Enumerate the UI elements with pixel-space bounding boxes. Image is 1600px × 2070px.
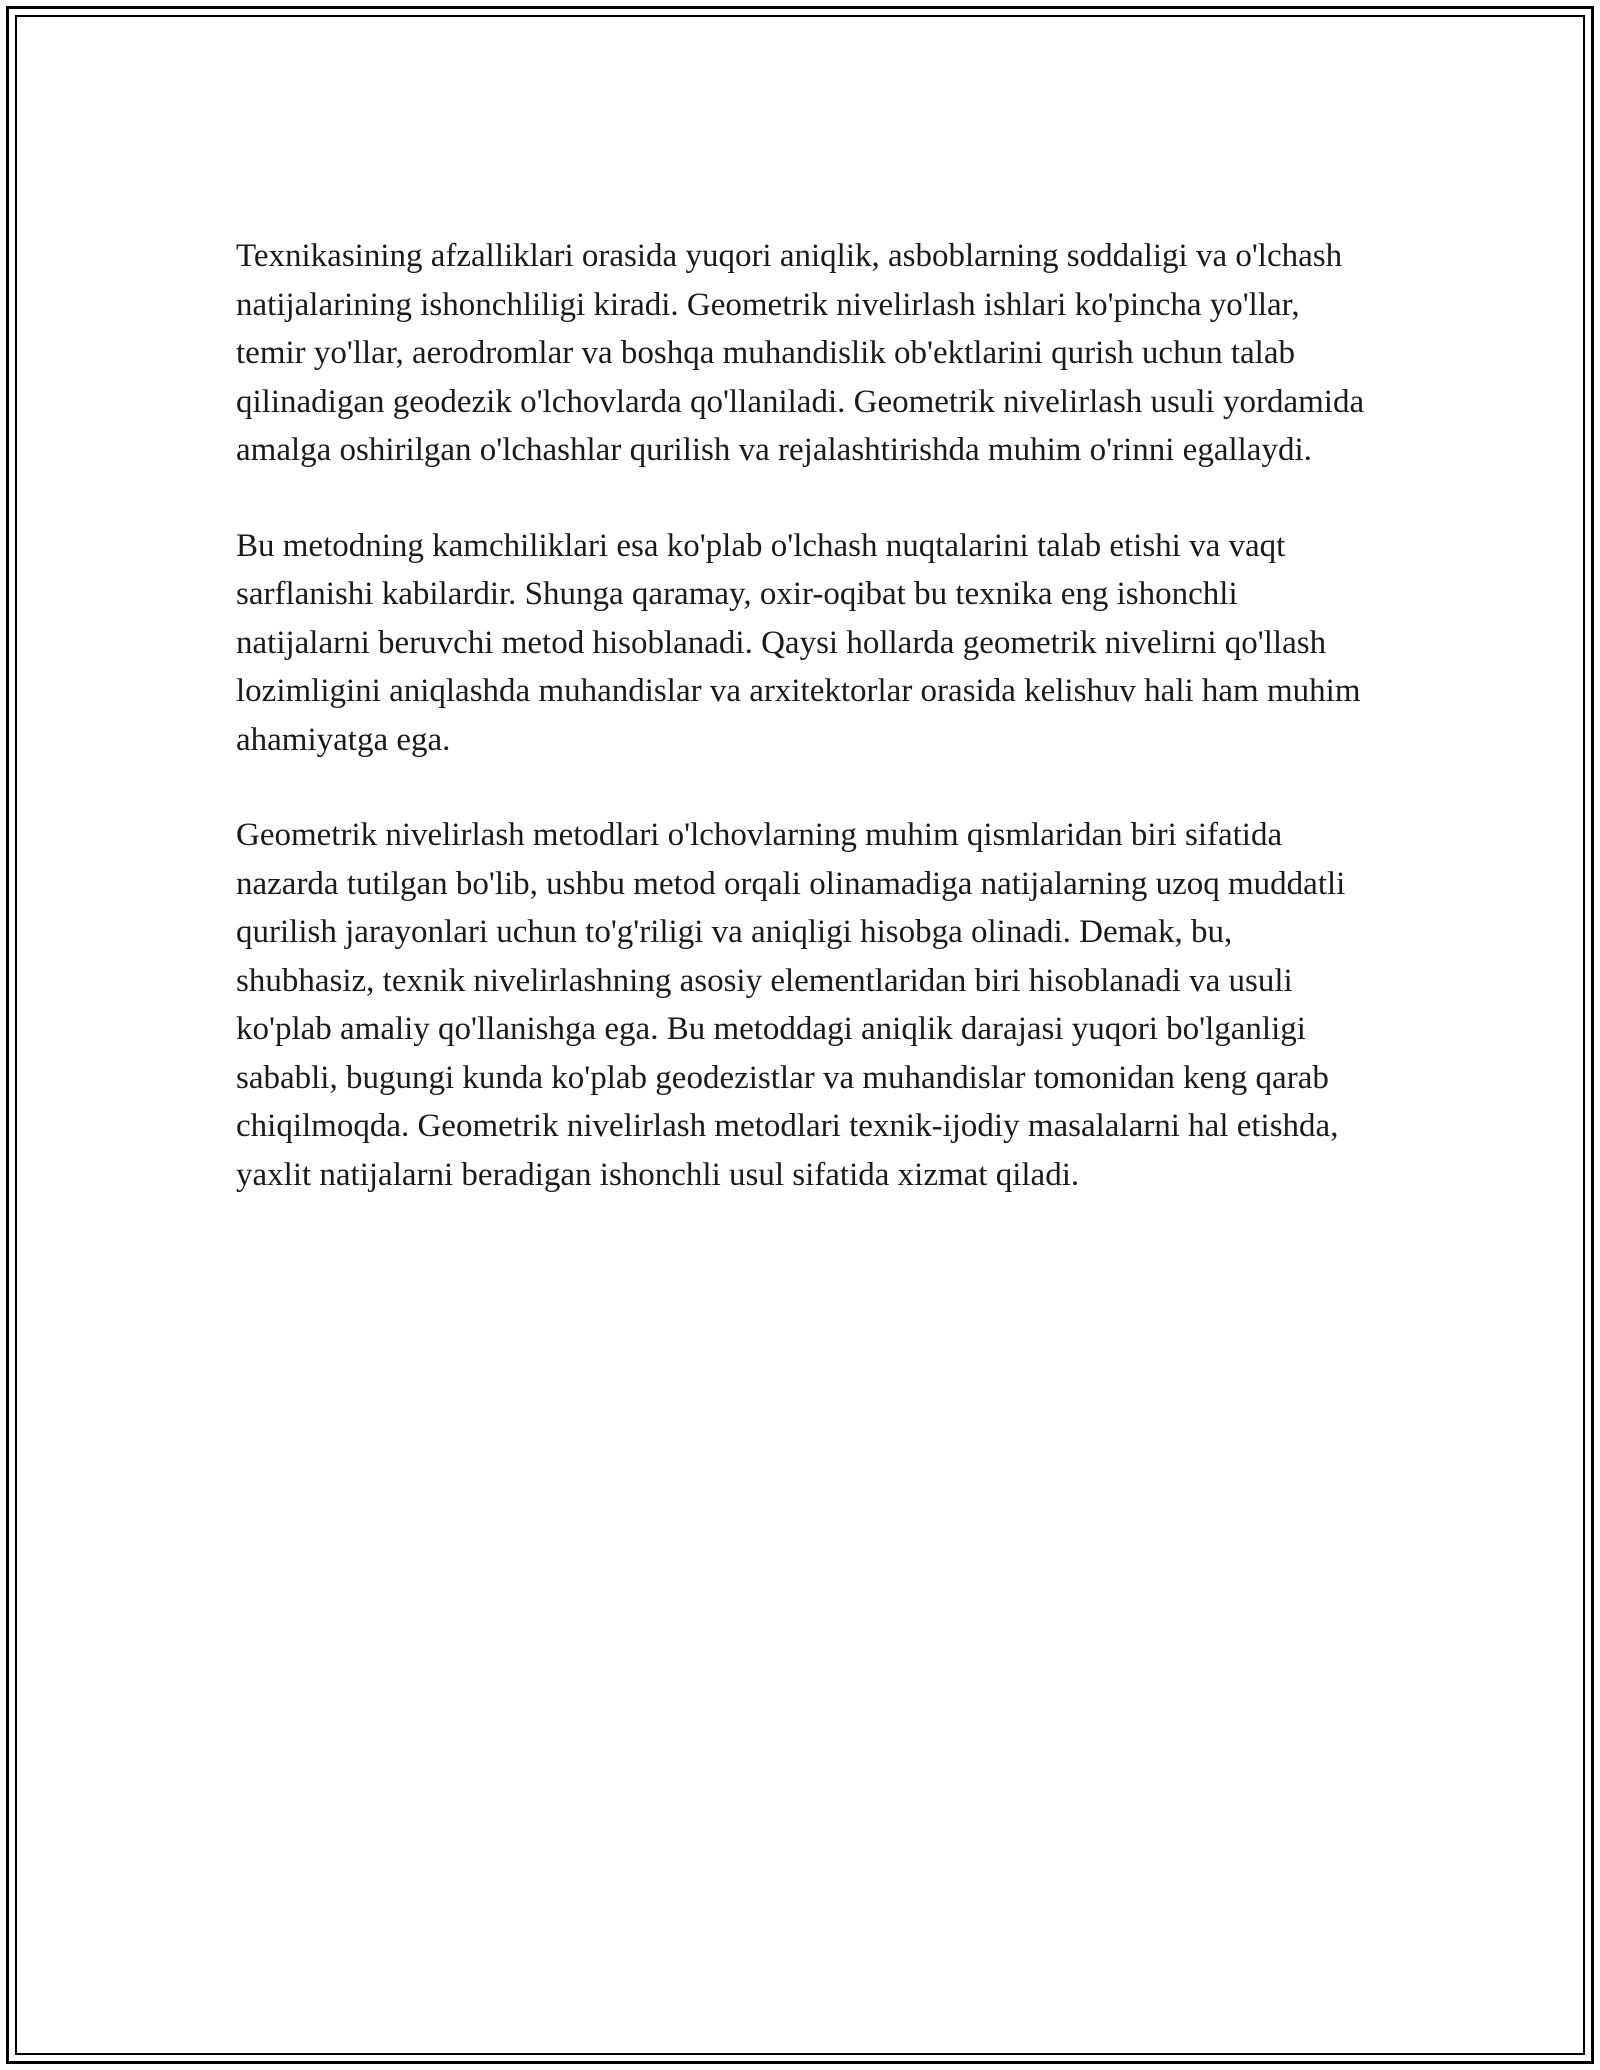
paragraph-2: Bu metodning kamchiliklari esa ko'plab o'lchash nuqtalarini talab etishi va vaqt sarflanishi kabilardir. Shunga qaramay, oxir-oqibat bu texnika eng ishonchli natijalarni beruvchi metod hisoblanadi. Qaysi hollarda geometrik nivelirni qo'llash lozimligini aniqlashda muhandislar va arxitektorlar orasida kelishuv hali ham muhim ahamiyatga ega. [236,527,1361,758]
document-body [236,232,1376,1246]
paragraph-1: Texnikasining afzalliklari orasida yuqori aniqlik, asboblarning soddaligi va o'lchash natijalarining ishonchliligi kiradi. Geometrik nivelirlash ishlari ko'pincha yo'llar, temir yo'llar, aerodromlar va boshqa muhandislik ob'ektlarini qurish uchun talab qilinadigan geodezik o'lchovlarda qo'llaniladi. Geometrik nivelirlash usuli yordamida amalga oshirilgan o'lchashlar qurilish va rejalashtirishda muhim o'rinni egallaydi. [236,238,1365,468]
paragraph-3: Geometrik nivelirlash metodlari o'lchovlarning muhim qismlaridan biri sifatida nazarda tutilgan bo'lib, ushbu metod orqali olinamadiga natijalarning uzoq muddatli qurilish jarayonlari uchun to'g'riligi va aniqligi hisobga olinadi. Demak, bu, shubhasiz, texnik nivelirlashning asosiy elementlaridan biri hisoblanadi va usuli ko'plab amaliy qo'llanishga ega. Bu metoddagi aniqlik darajasi yuqori bo'lganligi sababli, bugungi kunda ko'plab geodezistlar va muhandislar tomonidan keng qarab chiqilmoqda. Geometrik nivelirlash metodlari texnik-ijodiy masalalarni hal etishda, yaxlit natijalarni beradigan ishonchli usul sifatida xizmat qiladi. [236,817,1346,1193]
